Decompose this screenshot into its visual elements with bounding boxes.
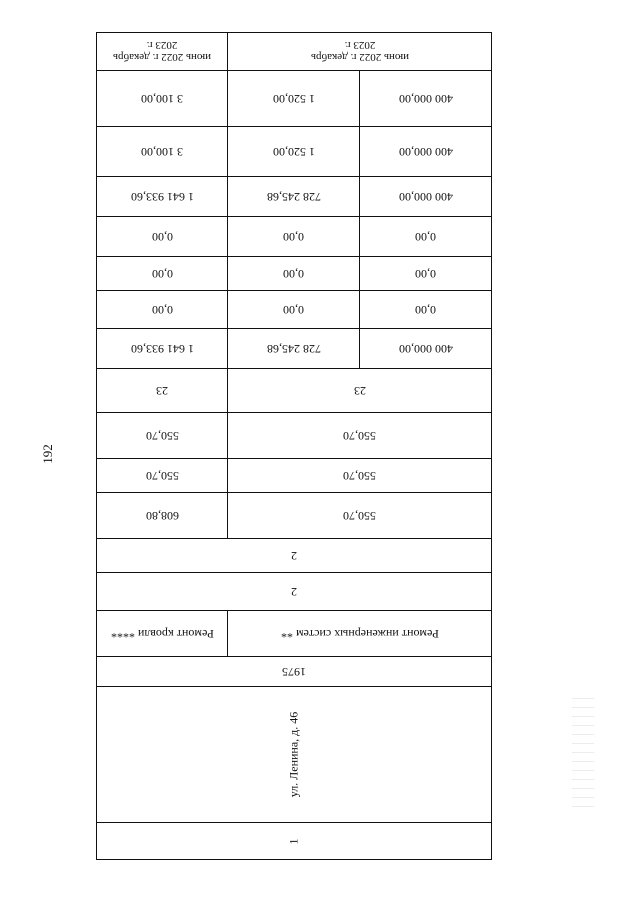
table-row	[97, 127, 491, 177]
cell: 550,70	[227, 413, 491, 458]
cell: 400 000,00	[359, 329, 491, 368]
header-cell-right: июнь 2022 г. декабрь 2023 г.	[227, 33, 491, 70]
cell: 728 245,68	[227, 329, 359, 368]
year-cell: 1975	[282, 665, 306, 680]
scan-artifact	[572, 698, 594, 808]
page-number: 192	[39, 444, 55, 464]
cell: 550,70	[145, 469, 179, 484]
cell: 608,80	[145, 509, 179, 524]
cell: 3 100,00	[141, 92, 183, 107]
address-cell: ул. Ленина, д. 46	[286, 711, 301, 798]
row-number-cell: 1	[286, 838, 301, 844]
table-row	[97, 493, 491, 539]
cell: 0,00	[359, 257, 491, 290]
cell: 400 000,00	[359, 177, 491, 216]
table-row	[97, 459, 491, 493]
table-row	[97, 539, 491, 573]
cell: 2	[291, 585, 297, 600]
cell: 0,00	[227, 291, 359, 328]
cell: 0,00	[151, 267, 173, 282]
repair-row	[97, 611, 491, 657]
header-cell-left: июнь 2022 г. декабрь 2023 г.	[113, 39, 211, 64]
data-table	[96, 32, 492, 860]
cell: 1 520,00	[227, 127, 359, 176]
cell: 2	[291, 549, 297, 564]
cell: 1 641 933,60	[130, 342, 194, 357]
cell: 400 000,00	[359, 127, 491, 176]
cell: 1 520,00	[227, 71, 359, 126]
systems-repair-cell: Ремонт инженерных систем **	[227, 611, 491, 656]
header-row	[97, 33, 491, 71]
cell: 23	[227, 369, 491, 412]
table-row	[97, 291, 491, 329]
table-row	[97, 177, 491, 217]
roof-repair-cell: Ремонт кровли ****	[110, 627, 214, 642]
table-row	[97, 413, 491, 459]
cell: 1 641 933,60	[130, 190, 194, 205]
cell: 0,00	[359, 291, 491, 328]
cell: 23	[156, 384, 168, 399]
cell: 0,00	[227, 257, 359, 290]
cell: 728 245,68	[227, 177, 359, 216]
table-row	[97, 217, 491, 257]
table-row	[97, 573, 491, 611]
table-row	[97, 71, 491, 127]
cell: 3 100,00	[141, 145, 183, 160]
cell: 550,70	[227, 459, 491, 492]
cell: 400 000,00	[359, 71, 491, 126]
year-row	[97, 657, 491, 687]
cell: 0,00	[151, 230, 173, 245]
cell: 550,70	[145, 429, 179, 444]
cell: 0,00	[359, 217, 491, 256]
table-row	[97, 369, 491, 413]
table-row	[97, 257, 491, 291]
cell: 550,70	[227, 493, 491, 538]
row-number-row	[97, 823, 491, 859]
table-row	[97, 329, 491, 369]
address-row	[97, 687, 491, 823]
cell: 0,00	[151, 303, 173, 318]
cell: 0,00	[227, 217, 359, 256]
